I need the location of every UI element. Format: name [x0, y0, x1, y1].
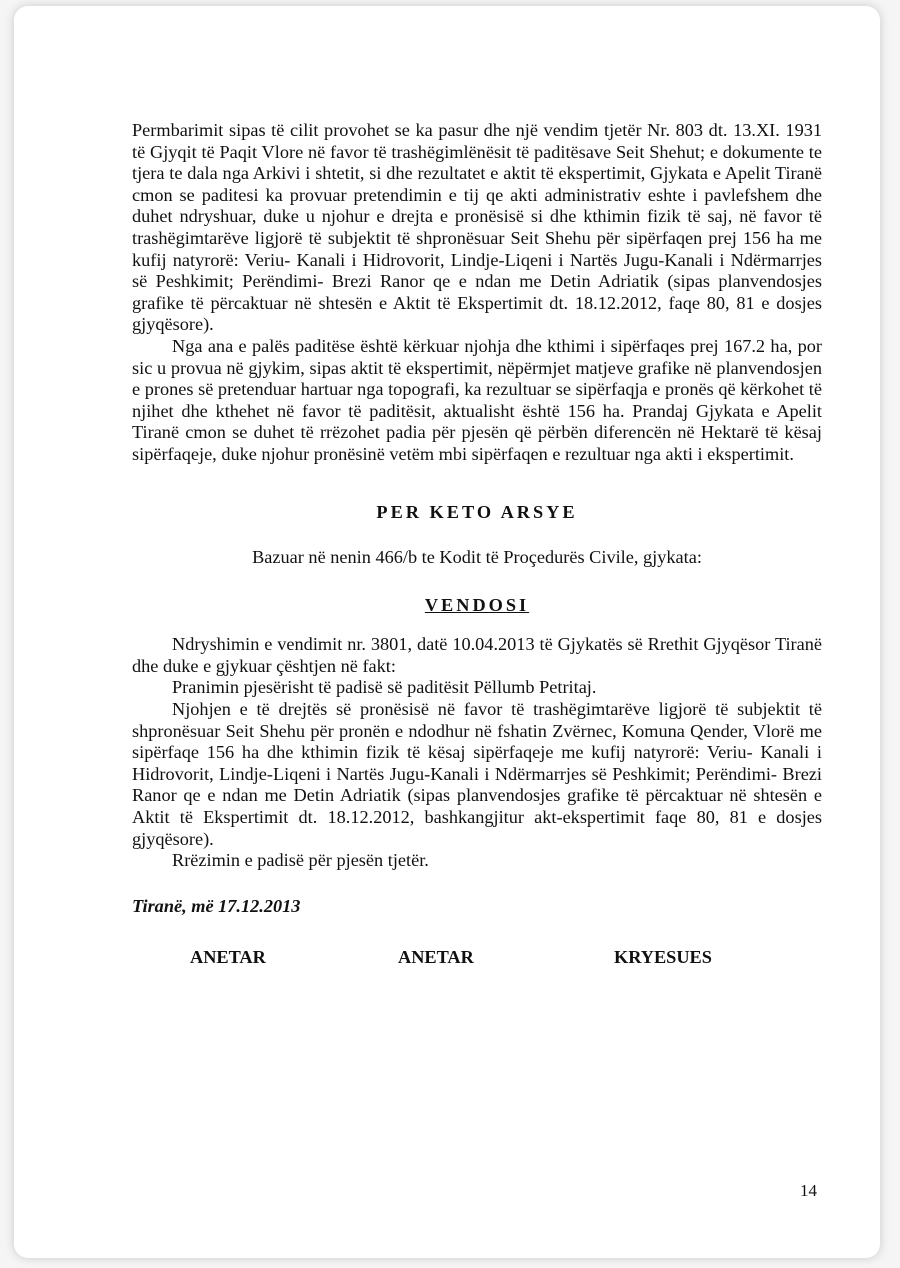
legal-basis-line: Bazuar në nenin 466/b te Kodit të Proçedurës Civile, gjykata:	[252, 547, 702, 568]
signature-chair: KRYESUES	[614, 947, 712, 968]
decision-item-reject: Rrëzimin e padisë për pjesën tjetër.	[172, 850, 429, 871]
signature-member-2: ANETAR	[398, 947, 474, 968]
decision-item-recognize: Njohjen e të drejtës së pronësisë në favor të trashëgimtarëve ligjorë të subjektit të shpronësuar Seit Shehu për pronën e ndodhur në fshatin Zvërnec, Komuna Qender, Vlorë me sipërfaqe 156 ha dhe kthimin fizik të kësaj sipërfaqeje me kufij natyrorë: Veriu- Kanali i Hidrovorit, Lindje-Liqeni i Nartës Jugu-Kanali i Ndërmarrjes së Peshkimit; Perëndimi- Brezi Ranor qe e ndan me Detin Adriatik (sipas planvendosjes grafike të përcaktuar në shtesën e Aktit të Ekspertimit dt. 18.12.2012, bashkangjitur akt-ekspertimit faqe 80, 81 e dosjes gjyqësore).	[132, 699, 822, 849]
signature-block	[132, 937, 822, 977]
document-page	[14, 6, 880, 1258]
page-number: 14	[800, 1181, 817, 1200]
date-line: Tiranë, më 17.12.2013	[132, 895, 301, 916]
paragraph-reasoning-1: Permbarimit sipas të cilit provohet se ka pasur dhe një vendim tjetër Nr. 803 dt. 13.XI. 1931 të Gjyqit të Paqit Vlore në favor të trashëgimlënësit të paditësave Seit Shehut; e dokumente te tjera te dala nga Arkivi i shtetit, si dhe rezultatet e aktit të ekspertimit, Gjykata e Apelit Tiranë cmon se paditesi ka provuar pretendimin e tij qe akti administrativ eshte i pavlefshem dhe duhet ndryshuar, duke u njohur e drejta e pronësisë si dhe kthimin fizik të saj, në favor të trashëgimtarëve ligjorë të subjektit të shpronësuar Seit Shehu për sipërfaqen prej 156 ha me kufij natyrorë: Veriu- Kanali i Hidrovorit, Lindje-Liqeni i Nartës Jugu-Kanali i Ndërmarrjes së Peshkimit; Perëndimi- Brezi Ranor qe e ndan me Detin Adriatik (sipas planvendosjes grafike të përcaktuar në shtesën e Aktit të Ekspertimit dt. 18.12.2012, faqe 80, 81 e dosjes gjyqësore).	[132, 120, 822, 335]
signature-member-1: ANETAR	[190, 947, 266, 968]
section-heading: PER KETO ARSYE	[376, 501, 578, 522]
paragraph-reasoning-2: Nga ana e palës paditëse është kërkuar njohja dhe kthimi i sipërfaqes prej 167.2 ha, por sic u provua në gjykim, sipas aktit të ekspertimit, nëpërmjet matjeve grafike në planvendosjen e prones së pretenduar hartuar nga topografi, ka rezultuar se sipërfaqja e pronës që kërkohet të njihet dhe kthehet në favor të paditësit, aktualisht është 156 ha. Prandaj Gjykata e Apelit Tiranë cmon se duhet të rrëzohet padia për pjesën që përbën diferencën në Hektarë të kësaj sipërfaqeje, duke njohur pronësinë vetëm mbi sipërfaqen e rezultuar nga akti i ekspertimit.	[132, 335, 822, 464]
decision-item-accept: Pranimin pjesërisht të padisë së paditësit Pëllumb Petritaj.	[172, 677, 597, 698]
decision-title: VENDOSI	[424, 594, 530, 615]
decision-item-amend: Ndryshimin e vendimit nr. 3801, datë 10.04.2013 të Gjykatës së Rrethit Gjyqësor Tiranë dhe duke e gjykuar çështjen në fakt:	[132, 634, 822, 676]
document-body	[132, 120, 822, 977]
